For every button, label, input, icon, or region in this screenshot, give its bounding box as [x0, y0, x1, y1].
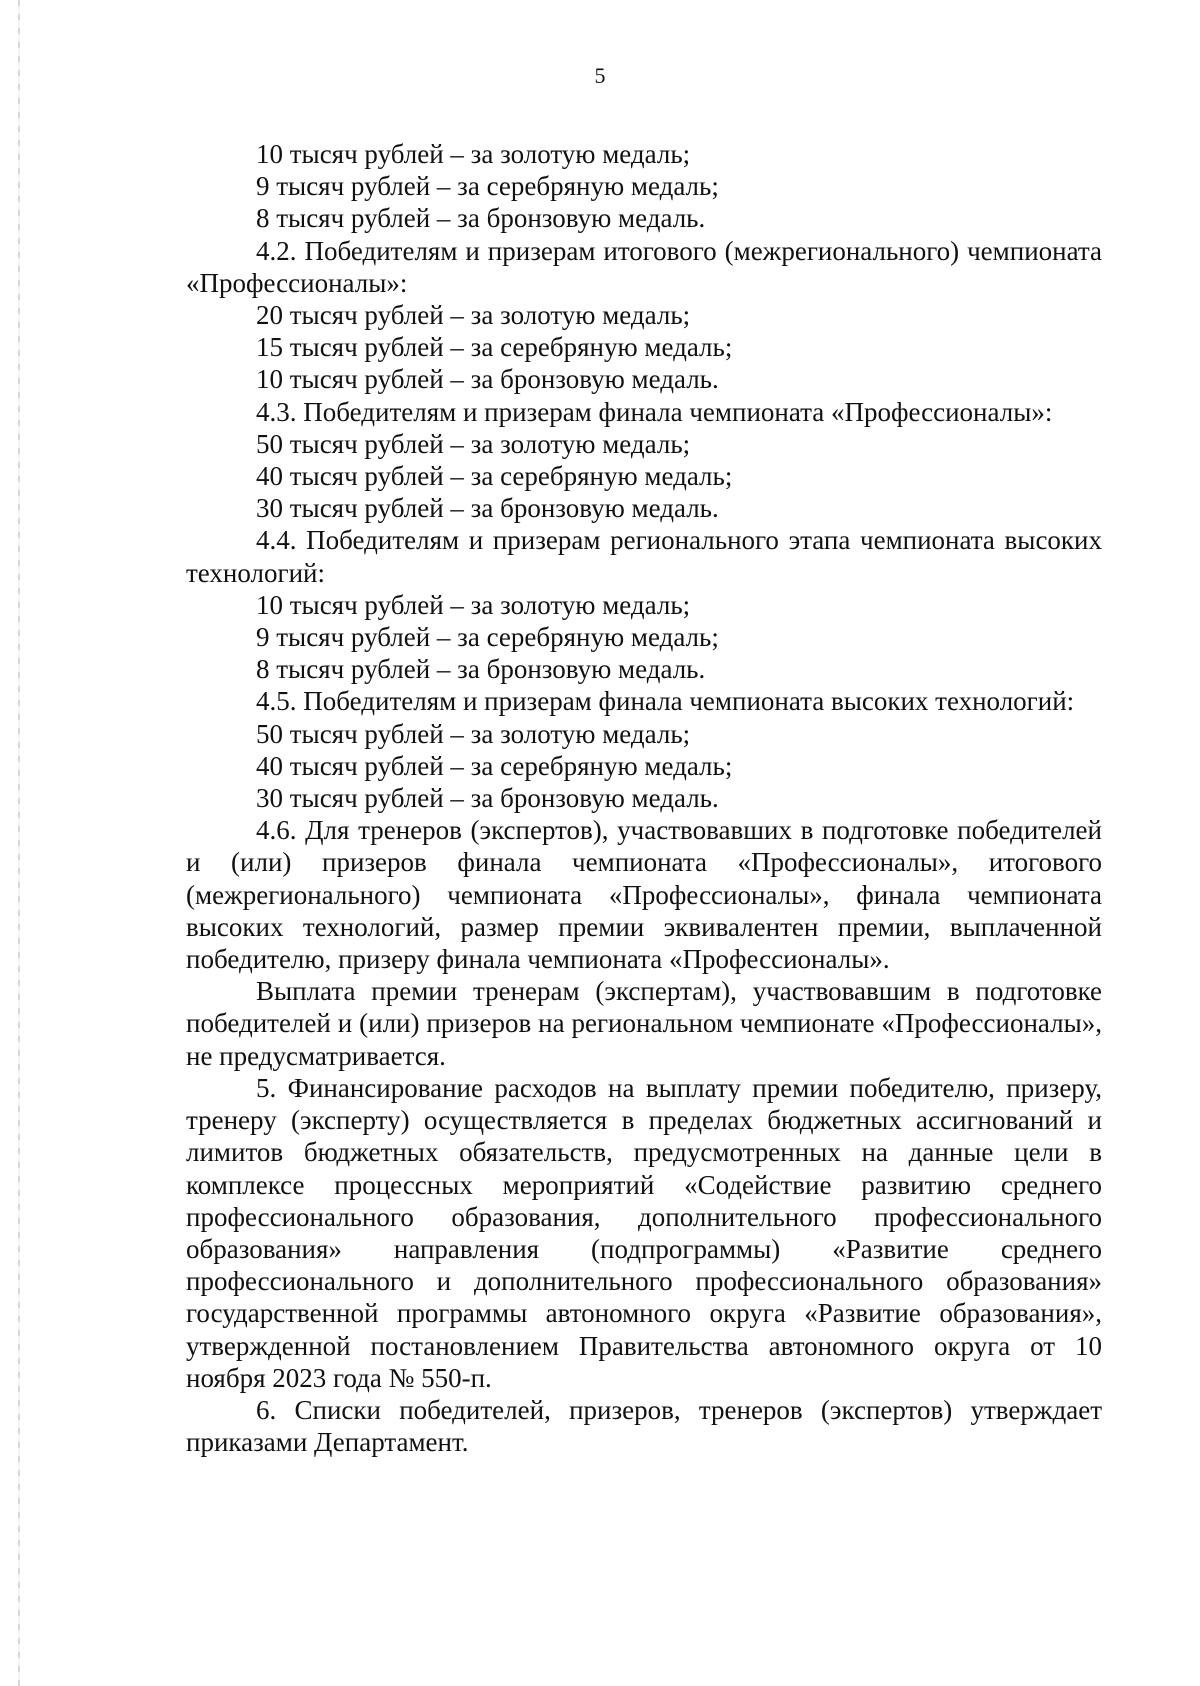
prize-line-bronze: 10 тысяч рублей – за бронзовую медаль. — [256, 364, 719, 395]
clause-4-6: 4.6. Для тренеров (экспертов), участвовавших в подготовке победителей и (или) призеров финала чемпионата «Профессионалы», итогового (межрегионального) чемпионата «Профессионалы», финала чемпионата высоких технологий, размер премии эквивалентен премии, выплаченной победителю, призеру финала чемпионата «Профессионалы». — [186, 815, 1102, 975]
clause-4-2: 4.2. Победителям и призерам итогового (межрегионального) чемпионата «Профессионалы»: — [186, 235, 1102, 298]
prize-line-silver: 9 тысяч рублей – за серебряную медаль; — [256, 622, 719, 653]
prize-line-bronze: 8 тысяч рублей – за бронзовую медаль. — [256, 654, 706, 685]
prize-line-gold: 10 тысяч рублей – за золотую медаль; — [256, 139, 691, 169]
page-number: 5 — [594, 63, 606, 88]
document-body — [186, 138, 1102, 1458]
clause-4-4: 4.4. Победителям и призерам регионального этапа чемпионата высоких технологий: — [186, 525, 1102, 588]
prize-line-gold: 20 тысяч рублей – за золотую медаль; — [256, 300, 691, 331]
trainer-payment-note: Выплата премии тренерам (экспертам), участвовавшим в подготовке победителей и (или) призеров на региональном чемпионате «Профессионалы», не предусматривается. — [186, 976, 1102, 1071]
clause-4-5: 4.5. Победителям и призерам финала чемпионата высоких технологий: — [256, 686, 1075, 717]
clause-4-3: 4.3. Победителям и призерам финала чемпионата «Профессионалы»: — [256, 396, 1053, 427]
prize-line-bronze: 30 тысяч рублей – за бронзовую медаль. — [256, 783, 719, 814]
prize-line-silver: 40 тысяч рублей – за серебряную медаль; — [256, 750, 733, 781]
prize-line-silver: 15 тысяч рублей – за серебряную медаль; — [256, 332, 733, 363]
clause-6-lists: 6. Списки победителей, призеров, тренеров (экспертов) утверждает приказами Департамент. — [186, 1394, 1102, 1458]
prize-line-bronze: 8 тысяч рублей – за бронзовую медаль. — [256, 203, 706, 234]
prize-line-silver: 40 тысяч рублей – за серебряную медаль; — [256, 461, 733, 492]
prize-line-gold: 10 тысяч рублей – за золотую медаль; — [256, 589, 691, 620]
prize-line-silver: 9 тысяч рублей – за серебряную медаль; — [256, 171, 719, 202]
scan-edge-artifact — [18, 0, 20, 1686]
prize-line-bronze: 30 тысяч рублей – за бронзовую медаль. — [256, 493, 719, 524]
clause-5-financing: 5. Финансирование расходов на выплату премии победителю, призеру, тренеру (эксперту) осуществляется в пределах бюджетных ассигнований и лимитов бюджетных обязательств, предусмотренных на данные цели в комплексе процессных мероприятий «Содействие развитию среднего профессионального образования, дополнительного профессионального образования» направления (подпрограммы) «Развитие среднего профессионального и дополнительного профессионального образования» государственной программы автономного округа «Развитие образования», утвержденной постановлением Правительства автономного округа от 10 ноября 2023 года № 550-п. — [186, 1072, 1102, 1393]
prize-line-gold: 50 тысяч рублей – за золотую медаль; — [256, 718, 691, 749]
prize-line-gold: 50 тысяч рублей – за золотую медаль; — [256, 428, 691, 459]
